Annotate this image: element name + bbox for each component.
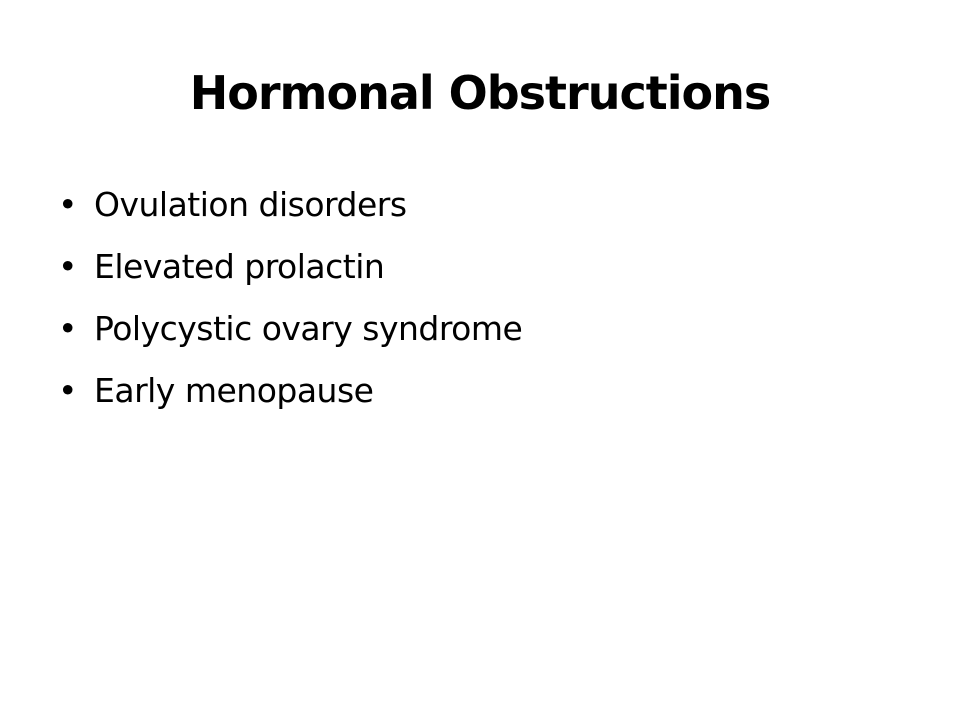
bullet-text: Elevated prolactin <box>94 247 385 286</box>
bullet-text: Polycystic ovary syndrome <box>94 309 523 348</box>
bullet-text: Early menopause <box>94 371 374 410</box>
slide-title: Hormonal Obstructions <box>189 66 771 120</box>
bullet-text: Ovulation disorders <box>94 185 407 224</box>
bullet-point-icon: • <box>58 309 77 348</box>
bullet-point-icon: • <box>58 371 77 410</box>
bullet-point-icon: • <box>58 247 77 286</box>
bullet-point-icon: • <box>58 185 77 224</box>
